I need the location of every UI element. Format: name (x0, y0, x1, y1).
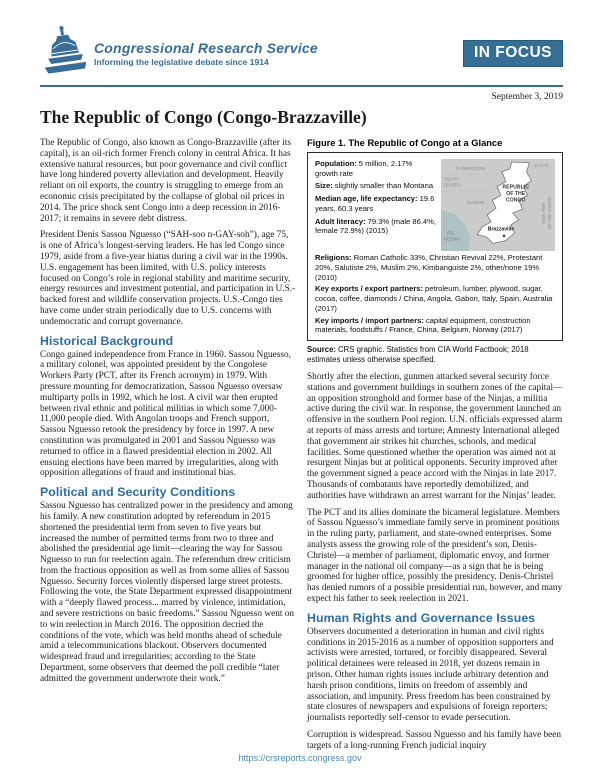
stat-key-imports (315, 316, 555, 335)
map-label-ocean-1: ATL. (446, 230, 456, 236)
heading-human-rights: Human Rights and Governance Issues (307, 610, 536, 625)
stat-value: petroleum, lumber, plywood, sugar, cocoa, coffee, diamonds / China, Angola, Gabon, Italy, Spain, Australia (2017) (315, 284, 553, 313)
stat-label: Key imports / import partners: (315, 315, 424, 325)
stat-value: 79.3% (male 86.4%, female 72.9%) (2015) (315, 216, 437, 236)
page-title: The Republic of Congo (Congo-Brazzaville) (40, 107, 367, 127)
stat-key-exports (315, 284, 555, 313)
stat-size (315, 181, 437, 191)
map-label-country-3: CONGO (505, 197, 526, 204)
stat-label: Size: (315, 181, 333, 191)
human-rights-paragraph-2: Corruption is widespread. Sassou Nguesso and his family have been targets of a long-running French judicial inquiry (307, 729, 562, 751)
human-rights-paragraph-1: Observers documented a deterioration in human and civil rights conditions in 2015-2016 as a number of opposition supporters and activists were arrested, tortured, or forcibly disappeared. Several political detainees were released in 2018, yet dozens remain in prison. Other human rights issues include arbitrary detention and harsh prison conditions, limits on freedom of assembly and association, and impunity. Press freedom has been constrained by state closures of newspapers and expulsions of foreign reporters; journalists reportedly self-censor to evade persecution. (307, 626, 554, 724)
stat-population (315, 159, 437, 178)
map-label-brazzaville: Brazzaville (487, 226, 515, 233)
figure-top-row (315, 159, 555, 251)
content-columns (40, 138, 563, 758)
stat-literacy (315, 217, 437, 236)
stat-value: Roman Catholic 33%, Christian Revival 22%, Protestant 20%, Salutiste 2%, Muslim 2%, Kimbanguiste 2%, other/none 19% (2010) (315, 253, 543, 282)
source-text: CRS graphic. Statistics from CIA World Factbook; 2018 estimates unless otherwise specified. (307, 345, 529, 364)
map-label-car: C.A.R. (534, 162, 550, 168)
stat-label: Population: (315, 159, 357, 168)
stat-label: Median age, life expectancy: (315, 194, 418, 204)
map-label-drc-1: DEM. REP. (541, 202, 547, 224)
stat-value: 19.6 years, 60.3 years (315, 194, 435, 213)
heading-historical-background: Historical Background (40, 333, 174, 348)
stat-value: capital equipment, construction materials, foodstuffs / France, China, Belgium, Norway (2017) (315, 315, 531, 335)
intro-paragraph-2: President Denis Sassou Nguesso (“SAH-soo n-GAY-soh”), age 75, is one of Africa’s longest-serving leaders. He has led Congo since 1979, aside from a five-year hiatus during a civil war in the 1990s. U.S. engagement has been limited, with U.S. policy interests focused on Congo’s role in regional stability and maritime security, energy resources and investment potential, and participation in U.S.-backed forest and wildlife conservation projects. U.S.-Congo ties have come under strain periodically due to U.S. concerns with undemocratic and corrupt governance. (40, 230, 296, 327)
stat-label: Adult literacy: (315, 216, 366, 226)
map-label-country-2: OF THE (506, 190, 526, 197)
stat-median-age (315, 194, 437, 213)
pct-legislature-paragraph: The PCT and its allies dominate the bicameral legislature. Members of Sassou Nguesso’s immediate family serve in prominent positions in the ruling party, parliament, and state-owned enterprises. Some analysts assess the growing role of the president’s son, Denis-Christel—a member of parliament, diplomatic envoy, and former manager in the national oil company—as a sign that he is being groomed for higher office, possibly the presidency. Denis-Christel has denied rumors of a possible presidential run, however, and many expect his father to seek reelection in 2021. (307, 507, 563, 604)
right-column (307, 138, 563, 758)
map-label-gabon: GABON (466, 200, 485, 206)
heading-political-security: Political and Security Conditions (40, 485, 236, 500)
post-election-paragraph: Shortly after the election, gunmen attacked several security force stations and government buildings in southern zones of the capital—an opposition stronghold and former base of the Ninjas, a militia active during the civil war. In response, the government launched an offensive in the southern Pool region. U.N. officials expressed alarm at reports of mass arrests and torture; Amnesty International alleged that government air strikes hit churches, schools, and medical facilities. Some questioned whether the operation was aimed not at resurgent Ninjas but at political opponents. Security improved after the government signed a peace accord with the Ninjas in late 2017. Thousands of combatants have reportedly demobilized, and authorities have withdrawn an arrest warrant for the Ninjas’ leader. (307, 372, 563, 501)
figure-source-note (307, 345, 563, 365)
stat-label: Key exports / export partners: (315, 284, 424, 294)
stat-label: Religions: (315, 253, 352, 263)
in-focus-badge: IN FOCUS (463, 40, 563, 67)
brand-text (94, 40, 463, 67)
brand-tagline: Informing the legislative debate since 1914 (94, 56, 269, 67)
publication-date: September 3, 2019 (491, 92, 563, 102)
map-label-cameroon: CAMEROON (455, 165, 486, 171)
masthead (40, 24, 563, 82)
left-column (40, 138, 296, 758)
brand-name: Congressional Research Service (94, 39, 318, 56)
header-divider (40, 85, 563, 87)
page-footer (0, 753, 600, 763)
stat-value: 5 million, 2.17% growth rate (315, 159, 413, 178)
map-label-country-1: REPUBLIC (502, 184, 529, 191)
capitol-dome-icon (40, 24, 86, 82)
figure-box (307, 152, 563, 341)
stat-religions (315, 253, 555, 282)
footer-url-link[interactable]: https://crsreports.congress.gov (238, 753, 362, 763)
historical-paragraph: Congo gained independence from France in 1960. Sassou Nguesso, a military colonel, was appointed president by the Congolese Workers Party (PCT, after its French acronym) in 1979. With pressure mounting for democratization, Sassou Nguesso oversaw multiparty polls in 1992, which he lost. A civil war then erupted between rival ethnic and political militias in which some 7,000-11,000 people died. With Angolan troops and French support, Sassou Nguesso retook the presidency by force in 1997. A new constitution was promulgated in 2001 and Sassou Nguesso was returned to office in a flawed presidential election in 2002. All ensuing elections have been marred by irregularities, along with opposition allegations of fraud and institutional bias. (40, 349, 291, 479)
map-label-ocean-2: OCEAN (443, 236, 460, 242)
congo-map (441, 159, 555, 251)
stat-value: slightly smaller than Montana (334, 181, 434, 191)
figure-stats (315, 159, 441, 251)
map-label-equat-guinea-2: GUINEA (443, 182, 461, 188)
figure-title: Figure 1. The Republic of Congo at a Glance (307, 138, 503, 148)
intro-paragraph-1: The Republic of Congo, also known as Congo-Brazzaville (after its capital), is an oil-rich former French colony in central Africa. It has extensive natural resources, but poor governance and civil conflict have long hindered poverty alleviation and development. Heavily reliant on oil exports, the country is struggling to emerge from an economic crisis precipitated by the collapse of global oil prices in 2014. The price shock sent Congo into a deep recession in 2016-2017; it remains in severe debt distress. (40, 138, 291, 224)
capital-star-marker: ★ (501, 234, 507, 240)
political-paragraph: Sassou Nguesso has centralized power in the presidency and among his family. A new constitution adopted by referendum in 2015 shortened the presidential term from seven to five years but increased the number of permitted terms from two to three and abolished the presidential age limit—clearing the way for Sassou Nguesso to run for reelection again. The referendum drew criticism from the fractious opposition as well as from some allies of Sassou Nguesso. Security forces violently dispersed large street protests. Following the vote, the State Department expressed disappointment with a “deeply flawed process... marred by violence, intimidation, and severe restrictions on basic freedoms.” Sassou Nguesso went on to win reelection in March 2016. The opposition decried the conditions of the vote, which was held months ahead of schedule amid a telecommunications blackout. Observers documented widespread fraud and irregularities; according to the State Department, some observers that deemed the poll credible “later admitted the government underwrote their work.” (40, 501, 295, 684)
source-label: Source: (307, 345, 337, 354)
map-label-drc-2: OF THE CONGO (547, 196, 553, 230)
map-label-equat-guinea-1: EQUAT. (443, 176, 459, 182)
